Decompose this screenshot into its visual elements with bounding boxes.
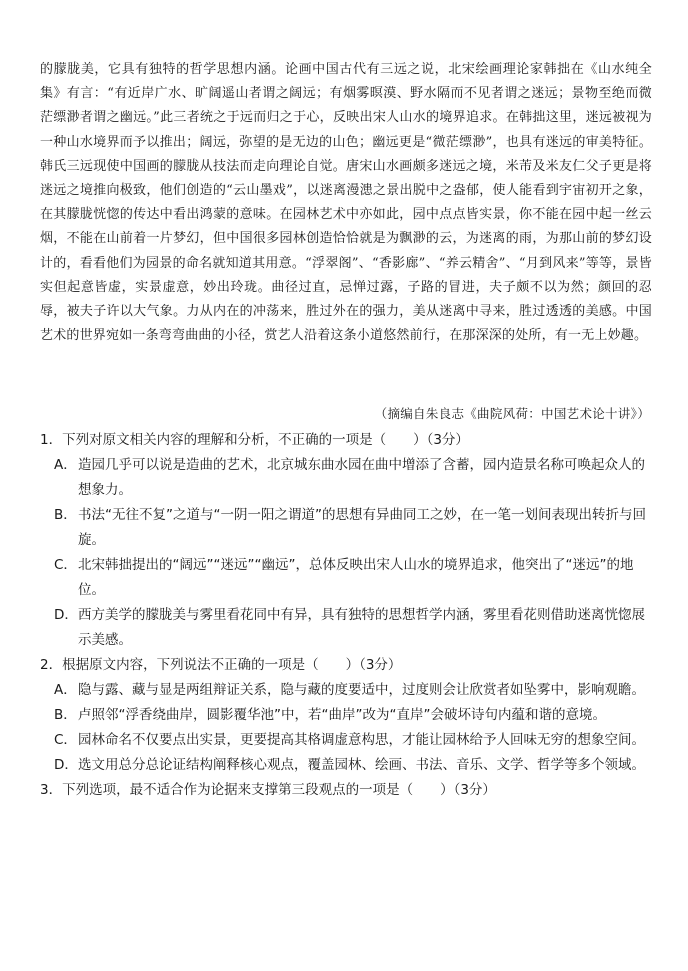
option-letter: D． bbox=[54, 757, 78, 773]
option-letter: D． bbox=[54, 607, 78, 623]
option-text: 园林命名不仅要点出实景，更要提高其格调虚意构思，才能让园林给予人回味无穷的想象空间。 bbox=[78, 732, 645, 748]
option-c bbox=[40, 553, 652, 603]
option-text: 北宋韩拙提出的“阔远”“迷远”“幽远”，总体反映出宋人山水的境界追求，他突出了“迷远”的地位。 bbox=[78, 557, 634, 598]
option-c bbox=[40, 728, 652, 753]
question-stem: 3．下列选项，最不适合作为论据来支撑第三段观点的一项是（ ）（3分） bbox=[40, 782, 496, 798]
option-letter: A． bbox=[54, 457, 77, 473]
passage-paragraph: 的朦胧美，它具有独特的哲学思想内涵。论画中国古代有三远之说，北宋绘画理论家韩拙在《山水纯全集》有言：“有近岸广水、旷阔遥山者谓之阔远；有烟雾暝漠、野水隔而不见者谓之迷远；景物至绝而微茫缥渺者谓之幽远。”此三者统之于远而归之于心，反映出宋人山水的境界追求。在韩拙这里，迷远被视为一种山水境界而予以推出；阔远，弥望的是无边的山色；幽远更是“微茫缥渺”，也具有迷远的审美特征。韩氏三远现使中国画的朦胧从技法而走向理论自觉。唐宋山水画颇多迷远之境，米芾及米友仁父子更是将迷远之境推向极致，他们创造的“云山墨戏”，以迷离漫漶之景出脱中之盎郁，使人能看到宇宙初开之象，在其朦胧恍惚的传达中看出鸿蒙的意味。在园林艺术中亦如此，园中点点皆实景，你不能在园中起一丝云烟，不能在山前着一片梦幻，但中国很多园林创造恰恰就是为飘渺的云，为迷离的雨，为那山前的梦幻设计的，看看他们为园景的命名就知道其用意。“浮翠阁”、“香影廊”、“养云精舍”、“月到风来”等等，景皆实但起意皆虚，实景虚意，妙出玲珑。曲径过直，忌惮过露，子路的冒进，夫子颇不以为然；颜回的忍辱，被夫子许以大气象。力从内在的冲荡来，胜过外在的强力，美从迷离中寻来，胜过透透的美感。中国艺术的世界宛如一条弯弯曲曲的小径，赏艺人沿着这条小道悠然前行，在那深深的处所，有一无上妙趣。 bbox=[40, 62, 652, 344]
option-text: 书法“无往不复”之道与“一阴一阳之谓道”的思想有异曲同工之妙，在一笔一划间表现出转折与回旋。 bbox=[78, 507, 646, 548]
option-text: 选文用总分总论证结构阐释核心观点，覆盖园林、绘画、书法、音乐、文学、哲学等多个领域。 bbox=[78, 757, 645, 773]
option-text: 卢照邻“浮香绕曲岸，圆影覆华池”中，若“曲岸”改为“直岸”会破坏诗句内蕴和谐的意境。 bbox=[78, 707, 606, 723]
option-d bbox=[40, 753, 652, 778]
option-a bbox=[40, 453, 652, 503]
option-letter: B． bbox=[54, 507, 77, 523]
option-letter: C． bbox=[54, 732, 77, 748]
option-letter: A． bbox=[54, 682, 77, 698]
reading-passage bbox=[40, 58, 652, 348]
question-3 bbox=[40, 778, 652, 803]
option-letter: B． bbox=[54, 707, 77, 723]
question-list bbox=[40, 428, 652, 803]
option-b bbox=[40, 703, 652, 728]
question-stem: 2．根据原文内容，下列说法不正确的一项是（ ）（3分） bbox=[40, 657, 402, 673]
question-stem: 1．下列对原文相关内容的理解和分析，不正确的一项是（ ）（3分） bbox=[40, 432, 469, 448]
option-a bbox=[40, 678, 652, 703]
option-text: 造园几乎可以说是造曲的艺术，北京城东曲水园在曲中增添了含蓄，园内造景名称可唤起众人的想象力。 bbox=[78, 457, 645, 498]
option-b bbox=[40, 503, 652, 553]
source-citation: （摘编自朱良志《曲院风荷：中国艺术论十讲》） bbox=[374, 406, 650, 421]
question-1 bbox=[40, 428, 652, 653]
option-text: 西方美学的朦胧美与雾里看花同中有异，具有独特的思想哲学内涵，雾里看花则借助迷离恍惚展示美感。 bbox=[78, 607, 645, 648]
option-text: 隐与露、藏与显是两组辩证关系，隐与藏的度要适中，过度则会让欣赏者如坠雾中，影响观瞻。 bbox=[78, 682, 645, 698]
question-2 bbox=[40, 653, 652, 778]
option-d bbox=[40, 603, 652, 653]
option-letter: C． bbox=[54, 557, 77, 573]
